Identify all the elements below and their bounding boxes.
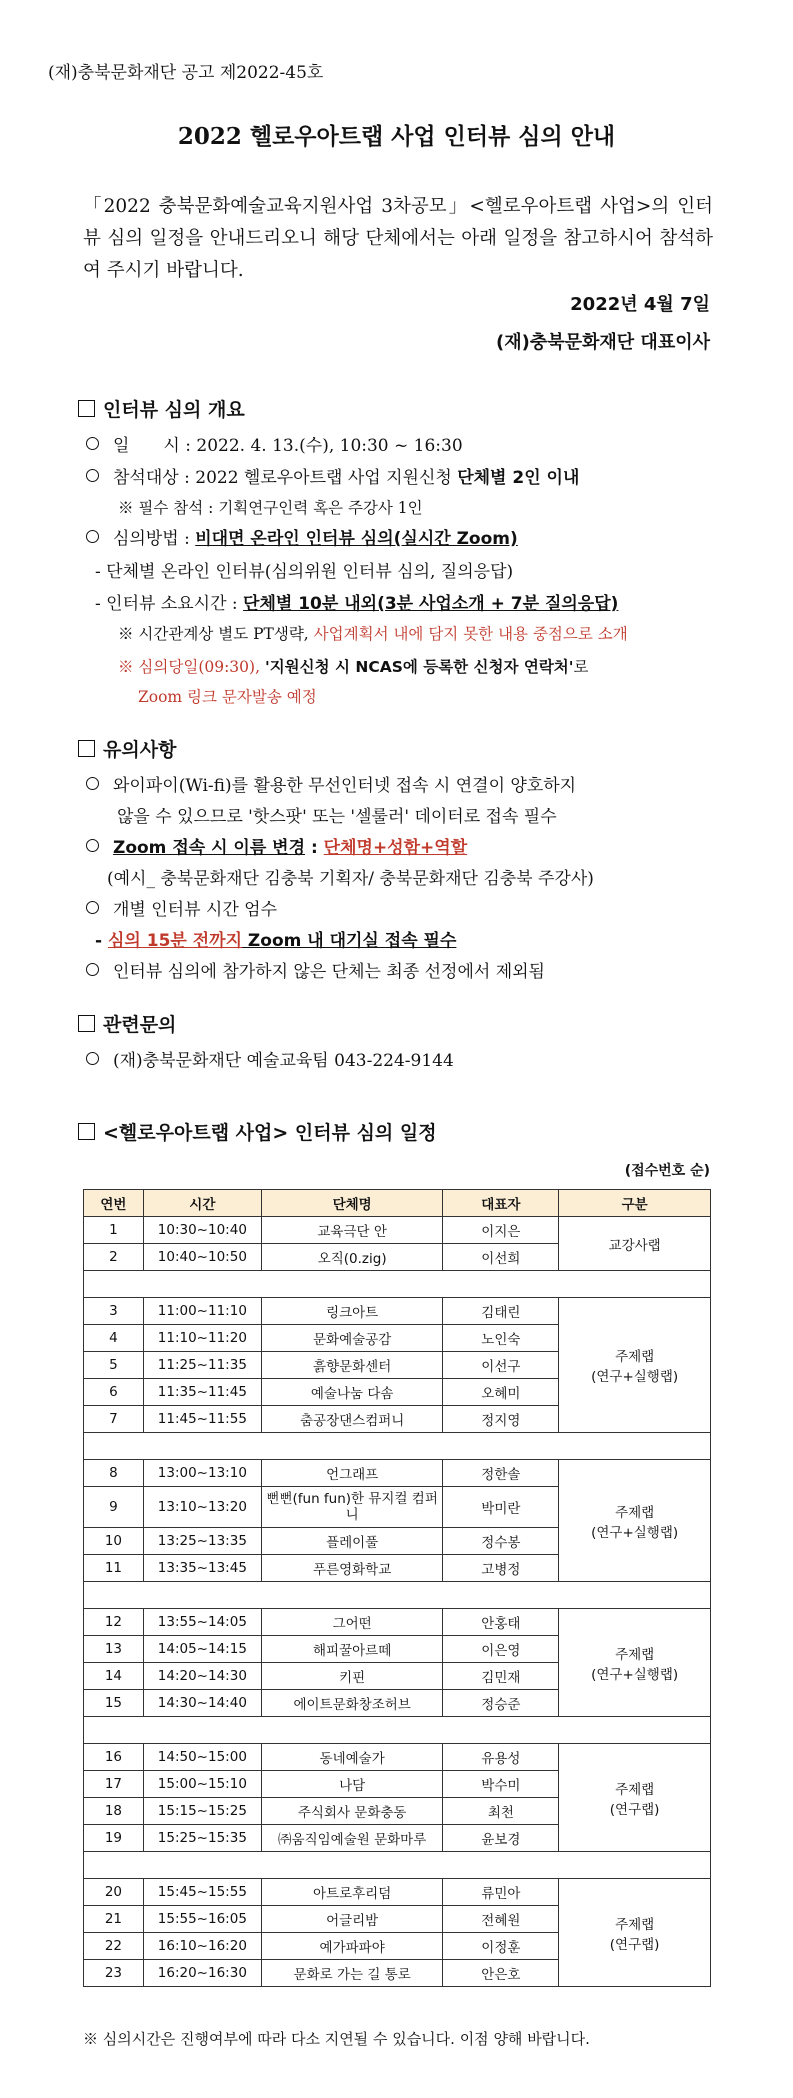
circle-bullet-icon — [86, 437, 99, 450]
cell-group: 해피꿀아르떼 — [261, 1636, 443, 1663]
cell-no: 13 — [84, 1636, 144, 1663]
cell-no: 5 — [84, 1352, 144, 1379]
cell-no: 3 — [84, 1298, 144, 1325]
col-header-rep: 대표자 — [443, 1190, 559, 1217]
square-bullet-icon — [78, 400, 95, 417]
cell-rep: 전혜원 — [443, 1906, 559, 1933]
caution-1-cont: 않을 수 있으므로 '핫스팟' 또는 '셀룰러' 데이터로 접속 필수 — [117, 807, 557, 827]
cell-group: 뻔뻔(fun fun)한 뮤지컬 컴퍼니 — [261, 1487, 443, 1528]
cell-no: 17 — [84, 1771, 144, 1798]
spacer-cell — [84, 1852, 711, 1879]
spacer-row — [84, 1271, 711, 1298]
cell-rep: 안은호 — [443, 1960, 559, 1987]
spacer-cell — [84, 1433, 711, 1460]
cell-category — [559, 1217, 711, 1271]
cell-time: 15:55~16:05 — [143, 1906, 261, 1933]
cell-group: 주식회사 문화충동 — [261, 1798, 443, 1825]
cell-no: 15 — [84, 1690, 144, 1717]
cell-time: 13:10~13:20 — [143, 1487, 261, 1528]
cell-no: 23 — [84, 1960, 144, 1987]
cell-rep: 정승준 — [443, 1690, 559, 1717]
cell-group: 흙향문화센터 — [261, 1352, 443, 1379]
category-sublabel: (연구+실행랩) — [591, 1369, 679, 1385]
col-header-time: 시간 — [143, 1190, 261, 1217]
cell-no: 8 — [84, 1460, 144, 1487]
cell-category — [559, 1879, 711, 1987]
category-sublabel: (연구+실행랩) — [591, 1666, 679, 1683]
col-header-category: 구분 — [559, 1190, 711, 1217]
overview-note1: ※ 시간관계상 별도 PT생략, 사업계획서 내에 담지 못한 내용 중점으로 소개 — [118, 625, 628, 643]
cell-category — [559, 1609, 711, 1717]
category-sublabel: (연구랩) — [609, 1801, 660, 1818]
cell-rep: 윤보경 — [443, 1825, 559, 1852]
cell-rep: 고병정 — [443, 1555, 559, 1582]
circle-bullet-icon — [86, 777, 99, 790]
cell-rep: 정지영 — [443, 1406, 559, 1433]
overview-target-note: ※ 필수 참석 : 기획연구인력 혹은 주강사 1인 — [118, 499, 423, 517]
cell-rep: 박미란 — [443, 1487, 559, 1528]
spacer-cell — [84, 1271, 711, 1298]
category-label: 주제랩 — [615, 1504, 655, 1521]
cell-no: 21 — [84, 1906, 144, 1933]
cell-no: 4 — [84, 1325, 144, 1352]
cell-time: 16:10~16:20 — [143, 1933, 261, 1960]
cell-group: ㈜움직임예술원 문화마루 — [261, 1825, 443, 1852]
overview-online-line: - 단체별 온라인 인터뷰(심의위원 인터뷰 심의, 질의응답) — [95, 562, 514, 582]
cell-time: 14:05~14:15 — [143, 1636, 261, 1663]
cell-no: 6 — [84, 1379, 144, 1406]
cell-no: 10 — [84, 1528, 144, 1555]
overview-heading: 인터뷰 심의 개요 — [78, 395, 245, 422]
cell-time: 11:10~11:20 — [143, 1325, 261, 1352]
cell-time: 11:25~11:35 — [143, 1352, 261, 1379]
cell-no: 2 — [84, 1244, 144, 1271]
cell-time: 14:50~15:00 — [143, 1744, 261, 1771]
cell-rep: 김태린 — [443, 1298, 559, 1325]
category-label: 주제랩 — [615, 1349, 655, 1365]
cell-group: 링크아트 — [261, 1298, 443, 1325]
caution-3: 개별 인터뷰 시간 엄수 — [86, 895, 277, 920]
circle-bullet-icon — [86, 839, 99, 852]
cell-time: 10:40~10:50 — [143, 1244, 261, 1271]
circle-bullet-icon — [86, 901, 99, 914]
overview-note2: ※ 심의당일(09:30), '지원신청 시 NCAS에 등록한 신청자 연락처'로 — [118, 658, 589, 676]
cell-rep: 노인숙 — [443, 1325, 559, 1352]
cell-time: 14:30~14:40 — [143, 1690, 261, 1717]
cell-group: 언그래프 — [261, 1460, 443, 1487]
overview-target-line: 참석대상 : 2022 헬로우아트랩 사업 지원신청 단체별 2인 이내 — [86, 463, 579, 488]
category-label: 교강사랩 — [608, 1237, 661, 1254]
cell-time: 10:30~10:40 — [143, 1217, 261, 1244]
overview-date-line: 일 시 : 2022. 4. 13.(수), 10:30 ~ 16:30 — [86, 431, 463, 456]
cell-time: 13:35~13:45 — [143, 1555, 261, 1582]
cell-group: 예술나눔 다솜 — [261, 1379, 443, 1406]
cell-group: 키핀 — [261, 1663, 443, 1690]
cell-time: 15:45~15:55 — [143, 1879, 261, 1906]
cell-no: 19 — [84, 1825, 144, 1852]
cell-time: 13:25~13:35 — [143, 1528, 261, 1555]
schedule-table — [83, 1189, 711, 1987]
notice-date: 2022년 4월 7일 — [570, 294, 710, 315]
cell-category — [559, 1460, 711, 1582]
cell-group: 춤공장댄스컴퍼니 — [261, 1406, 443, 1433]
cell-time: 13:00~13:10 — [143, 1460, 261, 1487]
cautions-heading: 유의사항 — [78, 735, 176, 762]
page-title: 2022 헬로우아트랩 사업 인터뷰 심의 안내 — [177, 123, 616, 150]
cell-group: 푸른영화학교 — [261, 1555, 443, 1582]
contact-line: (재)충북문화재단 예술교육팀 043-224-9144 — [86, 1046, 454, 1071]
square-bullet-icon — [78, 740, 95, 757]
cell-group: 동네예술가 — [261, 1744, 443, 1771]
caution-2: Zoom 접속 시 이름 변경 : 단체명+성함+역할 — [86, 833, 467, 858]
cell-rep: 오혜미 — [443, 1379, 559, 1406]
table-row — [84, 1298, 711, 1325]
cell-no: 9 — [84, 1487, 144, 1528]
cell-no: 22 — [84, 1933, 144, 1960]
cell-group: 예가파파야 — [261, 1933, 443, 1960]
table-row — [84, 1460, 711, 1487]
category-label: 주제랩 — [615, 1781, 655, 1798]
cell-no: 7 — [84, 1406, 144, 1433]
category-label: 주제랩 — [615, 1916, 655, 1933]
cell-no: 18 — [84, 1798, 144, 1825]
cell-no: 1 — [84, 1217, 144, 1244]
cell-rep: 안홍태 — [443, 1609, 559, 1636]
cell-group: 플레이풀 — [261, 1528, 443, 1555]
cell-time: 11:45~11:55 — [143, 1406, 261, 1433]
cell-category — [559, 1298, 711, 1433]
cell-group: 아트로후리덤 — [261, 1879, 443, 1906]
cell-rep: 이선희 — [443, 1244, 559, 1271]
caution-1: 와이파이(Wi-fi)를 활용한 무선인터넷 접속 시 연결이 양호하지 — [86, 771, 576, 796]
cell-rep: 이선구 — [443, 1352, 559, 1379]
cell-rep: 정한솔 — [443, 1460, 559, 1487]
cell-time: 15:15~15:25 — [143, 1798, 261, 1825]
caution-4: - 심의 15분 전까지 Zoom 내 대기실 접속 필수 — [95, 931, 457, 951]
spacer-row — [84, 1433, 711, 1460]
cell-rep: 이은영 — [443, 1636, 559, 1663]
spacer-row — [84, 1582, 711, 1609]
table-row — [84, 1217, 711, 1244]
cell-group: 어글리밤 — [261, 1906, 443, 1933]
table-header-row — [84, 1190, 711, 1217]
cell-rep: 류민아 — [443, 1879, 559, 1906]
table-body — [84, 1217, 711, 1987]
cell-group: 그어떤 — [261, 1609, 443, 1636]
cell-no: 12 — [84, 1609, 144, 1636]
cell-time: 11:00~11:10 — [143, 1298, 261, 1325]
square-bullet-icon — [78, 1015, 95, 1032]
cell-rep: 이지은 — [443, 1217, 559, 1244]
circle-bullet-icon — [86, 469, 99, 482]
circle-bullet-icon — [86, 1052, 99, 1065]
square-bullet-icon — [78, 1123, 95, 1140]
category-sublabel: (연구랩) — [609, 1936, 660, 1953]
schedule-heading: <헬로우아트랩 사업> 인터뷰 심의 일정 — [78, 1118, 437, 1145]
cell-time: 15:25~15:35 — [143, 1825, 261, 1852]
cell-no: 16 — [84, 1744, 144, 1771]
cell-no: 14 — [84, 1663, 144, 1690]
cell-time: 14:20~14:30 — [143, 1663, 261, 1690]
cell-group: 에이트문화창조허브 — [261, 1690, 443, 1717]
spacer-row — [84, 1852, 711, 1879]
cell-group: 오직(0.zig) — [261, 1244, 443, 1271]
overview-note2-cont: Zoom 링크 문자발송 예정 — [138, 688, 317, 706]
col-header-group: 단체명 — [261, 1190, 443, 1217]
table-row — [84, 1609, 711, 1636]
cell-time: 15:00~15:10 — [143, 1771, 261, 1798]
circle-bullet-icon — [86, 530, 99, 543]
caution-2-example: (예시_ 충북문화재단 김충북 기획자/ 충북문화재단 김충북 주강사) — [107, 869, 594, 889]
col-header-no: 연번 — [84, 1190, 144, 1217]
cell-rep: 이정훈 — [443, 1933, 559, 1960]
cell-group: 문화로 가는 길 통로 — [261, 1960, 443, 1987]
cell-rep: 박수미 — [443, 1771, 559, 1798]
category-label: 주제랩 — [615, 1646, 655, 1663]
table-row — [84, 1744, 711, 1771]
cell-group: 교육극단 안 — [261, 1217, 443, 1244]
cell-rep: 정수봉 — [443, 1528, 559, 1555]
overview-method-line: 심의방법 : 비대면 온라인 인터뷰 심의(실시간 Zoom) — [86, 524, 518, 549]
overview-duration-line: - 인터뷰 소요시간 : 단체별 10분 내외(3분 사업소개 + 7분 질의응답) — [95, 594, 619, 614]
cell-rep: 유용성 — [443, 1744, 559, 1771]
contact-heading: 관련문의 — [78, 1010, 176, 1037]
cell-category — [559, 1744, 711, 1852]
spacer-cell — [84, 1717, 711, 1744]
cell-time: 11:35~11:45 — [143, 1379, 261, 1406]
cell-time: 13:55~14:05 — [143, 1609, 261, 1636]
caution-5: 인터뷰 심의에 참가하지 않은 단체는 최종 선정에서 제외됨 — [86, 957, 545, 982]
order-note: (접수번호 순) — [624, 1163, 710, 1179]
circle-bullet-icon — [86, 963, 99, 976]
cell-rep: 김민재 — [443, 1663, 559, 1690]
spacer-cell — [84, 1582, 711, 1609]
cell-rep: 최천 — [443, 1798, 559, 1825]
notice-number: (재)충북문화재단 공고 제2022-45호 — [48, 63, 324, 83]
table-row — [84, 1879, 711, 1906]
spacer-row — [84, 1717, 711, 1744]
cell-group: 문화예술공감 — [261, 1325, 443, 1352]
schedule-footnote: ※ 심의시간은 진행여부에 따라 다소 지연될 수 있습니다. 이점 양해 바랍니다. — [83, 2030, 590, 2048]
cell-time: 16:20~16:30 — [143, 1960, 261, 1987]
cell-no: 11 — [84, 1555, 144, 1582]
intro-paragraph: 「2022 충북문화예술교육지원사업 3차공모」<헬로우아트랩 사업>의 인터뷰 심의 일정을 안내드리오니 해당 단체에서는 아래 일정을 참고하시어 참석하여 주시기 바랍니다. — [83, 196, 713, 281]
category-sublabel: (연구+실행랩) — [591, 1524, 679, 1541]
issuer: (재)충북문화재단 대표이사 — [496, 332, 710, 353]
cell-no: 20 — [84, 1879, 144, 1906]
cell-group: 나담 — [261, 1771, 443, 1798]
